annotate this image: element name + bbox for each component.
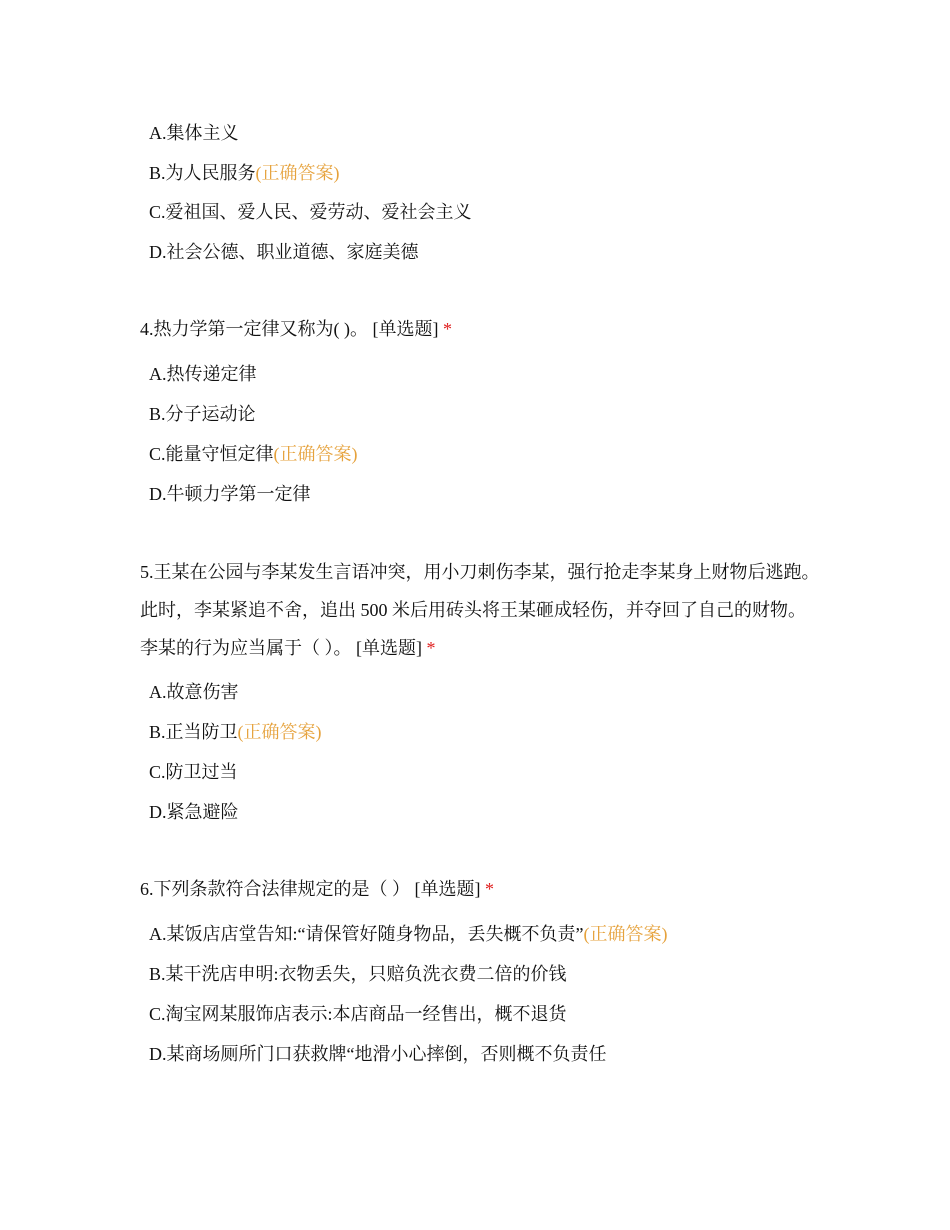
correct-answer-mark: (正确答案) — [273, 444, 358, 464]
question-text: 5.王某在公园与李某发生言语冲突，用小刀刺伤李某，强行抢走李某身上财物后逃跑。此时，李某紧追不舍，追出 500 米后用砖头将王某砸成轻伤，并夺回了自己的财物。李某的行为应当属于（ ）。 [单选题] — [140, 562, 820, 658]
option-text: C.防卫过当 — [149, 762, 238, 782]
q3-option-d — [149, 240, 419, 264]
question-text: 4.热力学第一定律又称为( )。 [单选题] — [140, 319, 439, 339]
option-text: A.故意伤害 — [149, 682, 239, 702]
option-text: A.集体主义 — [149, 123, 239, 143]
option-text: B.某干洗店申明:衣物丢失，只赔负洗衣费二倍的价钱 — [149, 964, 567, 984]
q5-title — [140, 553, 820, 667]
q6-title — [140, 877, 494, 901]
q4-option-c — [149, 442, 358, 466]
q5-option-c — [149, 760, 238, 784]
correct-answer-mark: (正确答案) — [255, 163, 340, 183]
option-text: D.牛顿力学第一定律 — [149, 484, 311, 504]
required-star: * — [442, 319, 452, 339]
option-text: D.某商场厕所门口获救牌“地滑小心摔倒，否则概不负责任 — [149, 1044, 607, 1064]
q6-option-a — [149, 922, 667, 946]
q4-option-a — [149, 362, 257, 386]
q3-option-c — [149, 200, 472, 224]
question-text: 6.下列条款符合法律规定的是（ ） [单选题] — [140, 879, 481, 899]
option-text: B.分子运动论 — [149, 404, 256, 424]
required-star: * — [426, 638, 436, 658]
q4-option-b — [149, 402, 256, 426]
q4-option-d — [149, 482, 311, 506]
q6-option-c — [149, 1002, 567, 1026]
option-text: A.热传递定律 — [149, 364, 257, 384]
q5-option-a — [149, 680, 239, 704]
option-text: B.正当防卫 — [149, 722, 238, 742]
q5-option-d — [149, 800, 239, 824]
correct-answer-mark: (正确答案) — [237, 722, 322, 742]
correct-answer-mark: (正确答案) — [583, 924, 668, 944]
option-text: C.淘宝网某服饰店表示:本店商品一经售出，概不退货 — [149, 1004, 567, 1024]
q3-option-a — [149, 121, 239, 145]
option-text: C.爱祖国、爱人民、爱劳动、爱社会主义 — [149, 202, 472, 222]
q6-option-b — [149, 962, 567, 986]
q5-option-b — [149, 720, 322, 744]
option-text: A.某饭店店堂告知:“请保管好随身物品，丢失概不负责” — [149, 924, 584, 944]
option-text: B.为人民服务 — [149, 163, 256, 183]
option-text: D.紧急避险 — [149, 802, 239, 822]
q4-title — [140, 317, 452, 341]
option-text: D.社会公德、职业道德、家庭美德 — [149, 242, 419, 262]
q6-option-d — [149, 1042, 607, 1066]
q3-option-b — [149, 161, 340, 185]
option-text: C.能量守恒定律 — [149, 444, 274, 464]
required-star: * — [485, 879, 494, 899]
